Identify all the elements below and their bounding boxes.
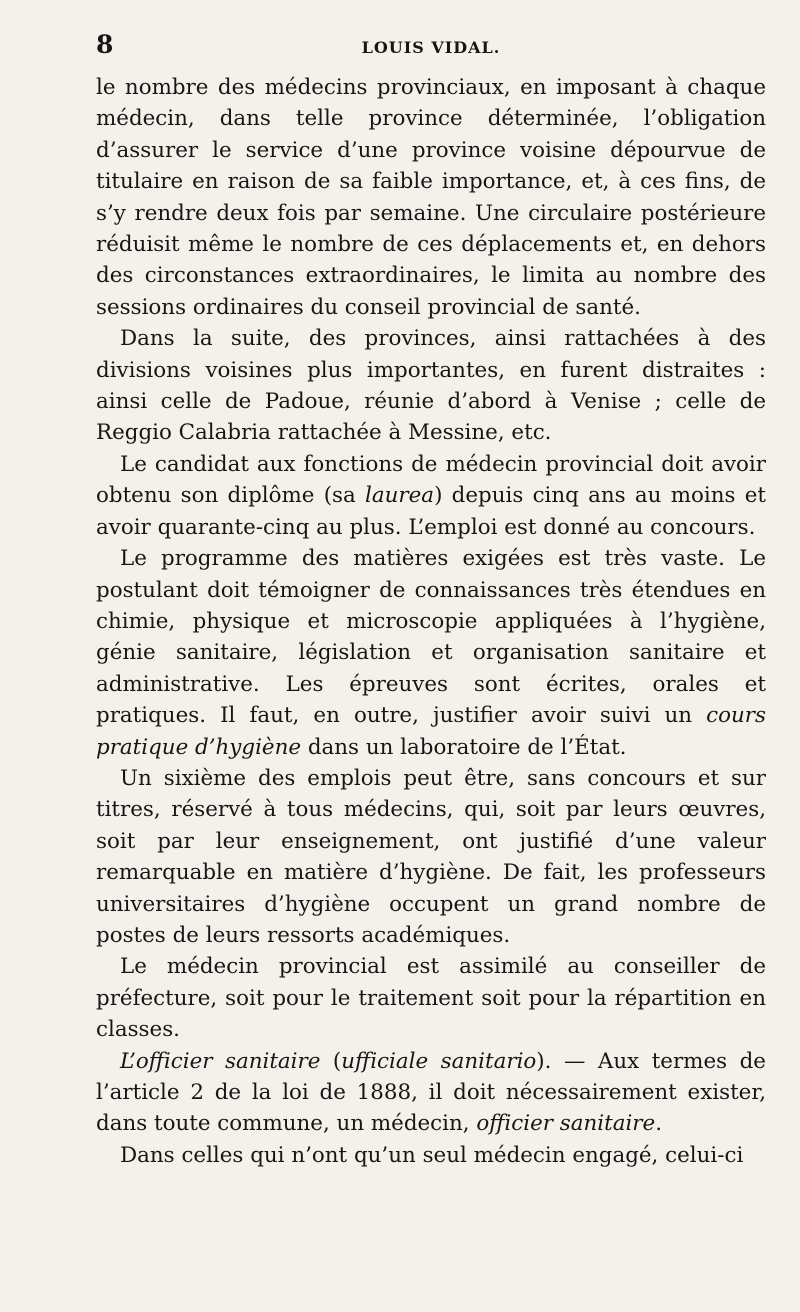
text-run: ( — [320, 1048, 342, 1074]
paragraph-candidat — [96, 449, 766, 543]
italic-term-ufficiale: ufficiale sanitario — [341, 1048, 537, 1074]
paragraph-final: Dans celles qui n’ont qu’un seul médecin engagé, celui-ci — [120, 1142, 744, 1168]
text-run: ). — Aux termes de l’article 2 de la loi de 1888, il doit nécessairement exister, dans toute commune, un médecin, — [96, 1048, 766, 1137]
italic-term-cours-pratique: cours pratique d’hygiène — [96, 703, 766, 760]
paragraph-sixieme: Un sixième des emplois peut être, sans concours et sur titres, réservé à tous médecins, qui, soit par leurs œuvres, soit par leur enseignement, ont justifié d’une valeur remarquable en matière d’hygiène. De fait, les professeurs universitaires d’hygiène occupent un grand nombre de postes de leurs ressorts académiques. — [96, 765, 766, 948]
text-run: Le programme des matières exigées est très vaste. Le postulant doit témoigner de connaissances très étendues en chimie, physique et microscopie appliquées à l’hygiène, génie sanitaire, législation et organisation sanitaire et administrative. Les épreuves sont écrites, orales et pratiques. Il faut, en outre, justifier avoir suivi un — [96, 546, 766, 729]
italic-term-laurea: laurea — [365, 483, 435, 509]
running-title: LOUIS VIDAL. — [361, 38, 501, 57]
text-run: . — [655, 1111, 663, 1137]
paragraph-provinces: Dans la suite, des provinces, ainsi rattachées à des divisions voisines plus importantes, en furent distraites : ainsi celle de Padoue, réunie d’abord à Venise ; celle de Reggio Calabria rattachée à Messine, etc. — [96, 326, 766, 446]
paragraph-continuation: le nombre des médecins provinciaux, en imposant à chaque médecin, dans telle province déterminée, l’obligation d’assurer le service d’une province voisine dépourvue de titulaire en raison de sa faible importance, et, à ces fins, de s’y rendre deux fois par semaine. Une circulaire postérieure réduisit même le nombre de ces déplacements et, en dehors des circonstances extraordinaires, le limita au nombre des sessions ordinaires du conseil provincial de santé. — [96, 75, 766, 320]
body-text — [96, 72, 766, 1171]
paragraph-programme — [96, 543, 766, 763]
text-run: Le candidat aux fonctions de médecin provincial doit avoir obtenu son diplôme (sa — [96, 451, 766, 509]
running-header — [96, 30, 766, 70]
paragraph-assimile: Le médecin provincial est assimilé au conseiller de préfecture, soit pour le traitement soit pour la répartition en classes. — [96, 954, 766, 1043]
page-number: 8 — [96, 30, 114, 59]
italic-term-officier: officier sanitaire — [476, 1111, 656, 1137]
paragraph-officier-sanitaire — [96, 1046, 766, 1140]
text-run: dans un laboratoire de l’État. — [301, 734, 627, 760]
section-heading-italic: L’officier sanitaire — [120, 1048, 321, 1074]
text-run: ) depuis cinq ans au moins et avoir quarante-cinq au plus. L’emploi est donné au concours. — [96, 483, 766, 540]
